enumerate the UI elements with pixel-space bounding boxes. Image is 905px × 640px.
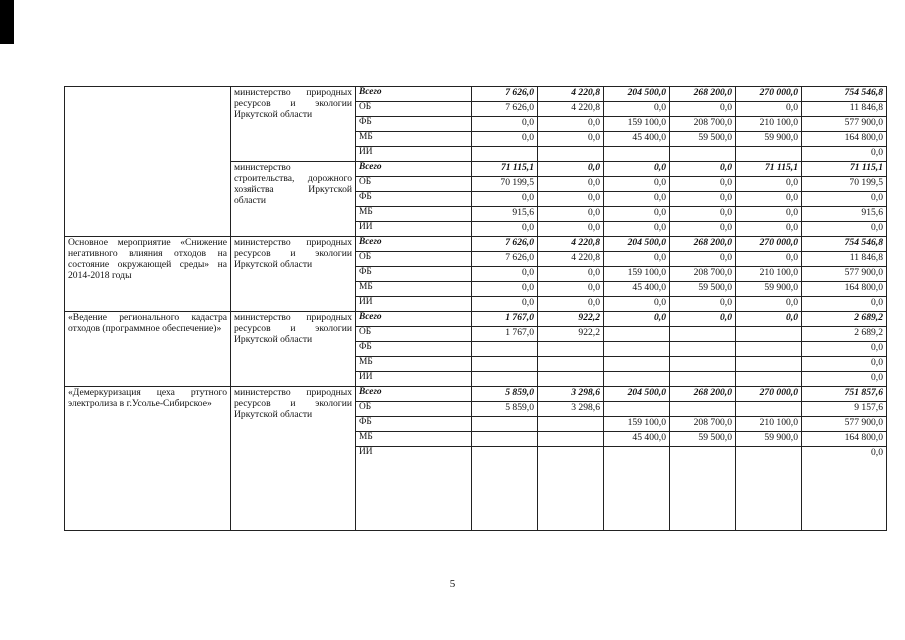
value-cell: 9 157,6 — [802, 402, 887, 417]
page-edge-mark — [0, 0, 14, 44]
value-cell: 210 100,0 — [736, 267, 802, 282]
value-cell — [538, 432, 604, 447]
value-cell: 0,0 — [472, 282, 538, 297]
value-cell — [604, 402, 670, 417]
value-cell: 11 846,8 — [802, 252, 887, 267]
value-cell: 915,6 — [802, 207, 887, 222]
value-cell: 0,0 — [670, 222, 736, 237]
value-cell: 0,0 — [670, 102, 736, 117]
value-cell — [538, 357, 604, 372]
value-cell: 0,0 — [736, 252, 802, 267]
table-row — [65, 387, 887, 402]
value-cell — [538, 372, 604, 387]
source-cell: ФБ — [356, 192, 472, 207]
value-cell: 1 767,0 — [472, 312, 538, 327]
value-cell — [604, 327, 670, 342]
value-cell: 0,0 — [736, 192, 802, 207]
value-cell — [736, 372, 802, 387]
value-cell: 0,0 — [802, 147, 887, 162]
value-cell: 268 200,0 — [670, 237, 736, 252]
value-cell: 0,0 — [472, 132, 538, 147]
value-cell — [670, 402, 736, 417]
source-cell: Всего — [356, 312, 472, 327]
value-cell — [538, 147, 604, 162]
value-cell — [538, 417, 604, 432]
value-cell — [736, 447, 802, 531]
value-cell: 208 700,0 — [670, 267, 736, 282]
value-cell: 270 000,0 — [736, 237, 802, 252]
value-cell — [670, 147, 736, 162]
value-cell: 4 220,8 — [538, 87, 604, 102]
source-cell: ФБ — [356, 417, 472, 432]
value-cell: 7 626,0 — [472, 237, 538, 252]
value-cell — [736, 357, 802, 372]
source-cell: ОБ — [356, 402, 472, 417]
value-cell — [604, 372, 670, 387]
value-cell: 0,0 — [670, 162, 736, 177]
value-cell — [472, 372, 538, 387]
value-cell: 45 400,0 — [604, 282, 670, 297]
value-cell: 0,0 — [604, 297, 670, 312]
value-cell: 754 546,8 — [802, 237, 887, 252]
value-cell: 0,0 — [802, 192, 887, 207]
value-cell — [736, 402, 802, 417]
source-cell: МБ — [356, 207, 472, 222]
value-cell: 0,0 — [736, 207, 802, 222]
value-cell: 2 689,2 — [802, 312, 887, 327]
source-cell: МБ — [356, 282, 472, 297]
value-cell: 5 859,0 — [472, 387, 538, 402]
value-cell: 0,0 — [670, 297, 736, 312]
source-cell: МБ — [356, 132, 472, 147]
value-cell — [472, 417, 538, 432]
executor-cell: министерство природных ресурсов и экологии Иркутской области — [231, 237, 356, 312]
value-cell: 0,0 — [538, 282, 604, 297]
source-cell: ОБ — [356, 327, 472, 342]
value-cell: 0,0 — [670, 312, 736, 327]
value-cell: 204 500,0 — [604, 87, 670, 102]
value-cell — [670, 342, 736, 357]
value-cell — [736, 342, 802, 357]
value-cell: 754 546,8 — [802, 87, 887, 102]
value-cell — [538, 342, 604, 357]
value-cell — [604, 342, 670, 357]
value-cell: 0,0 — [538, 177, 604, 192]
activity-cell: «Ведение регионального кадастра отходов (программное обеспечение)» — [65, 312, 231, 387]
executor-cell: министерство природных ресурсов и экологии Иркутской области — [231, 312, 356, 387]
value-cell: 71 115,1 — [736, 162, 802, 177]
value-cell: 70 199,5 — [472, 177, 538, 192]
budget-table-body — [65, 87, 887, 531]
value-cell — [604, 447, 670, 531]
value-cell: 2 689,2 — [802, 327, 887, 342]
source-cell: ИИ — [356, 447, 472, 531]
value-cell: 0,0 — [472, 297, 538, 312]
table-row — [65, 312, 887, 327]
value-cell: 1 767,0 — [472, 327, 538, 342]
source-cell: ОБ — [356, 102, 472, 117]
value-cell — [670, 327, 736, 342]
value-cell: 0,0 — [538, 132, 604, 147]
value-cell: 0,0 — [472, 267, 538, 282]
value-cell: 71 115,1 — [802, 162, 887, 177]
value-cell: 0,0 — [538, 192, 604, 207]
value-cell — [670, 372, 736, 387]
budget-table — [64, 86, 887, 531]
source-cell: Всего — [356, 387, 472, 402]
value-cell — [670, 357, 736, 372]
value-cell — [472, 357, 538, 372]
value-cell: 0,0 — [736, 222, 802, 237]
value-cell — [538, 447, 604, 531]
source-cell: ИИ — [356, 222, 472, 237]
value-cell: 270 000,0 — [736, 87, 802, 102]
value-cell: 208 700,0 — [670, 117, 736, 132]
value-cell: 0,0 — [736, 177, 802, 192]
value-cell: 0,0 — [604, 162, 670, 177]
source-cell: Всего — [356, 162, 472, 177]
value-cell: 0,0 — [736, 102, 802, 117]
value-cell: 0,0 — [538, 207, 604, 222]
value-cell: 204 500,0 — [604, 387, 670, 402]
value-cell: 0,0 — [802, 357, 887, 372]
source-cell: МБ — [356, 357, 472, 372]
value-cell: 7 626,0 — [472, 102, 538, 117]
value-cell: 45 400,0 — [604, 132, 670, 147]
value-cell: 0,0 — [604, 252, 670, 267]
value-cell: 0,0 — [538, 117, 604, 132]
value-cell: 0,0 — [604, 102, 670, 117]
value-cell: 0,0 — [670, 252, 736, 267]
value-cell: 0,0 — [802, 222, 887, 237]
value-cell: 164 800,0 — [802, 282, 887, 297]
activity-cell — [65, 87, 231, 237]
value-cell: 0,0 — [736, 297, 802, 312]
value-cell: 0,0 — [736, 312, 802, 327]
value-cell: 70 199,5 — [802, 177, 887, 192]
value-cell: 3 298,6 — [538, 387, 604, 402]
executor-cell: министерство природных ресурсов и экологии Иркутской области — [231, 387, 356, 531]
value-cell: 7 626,0 — [472, 87, 538, 102]
value-cell: 159 100,0 — [604, 267, 670, 282]
value-cell: 59 500,0 — [670, 282, 736, 297]
source-cell: Всего — [356, 237, 472, 252]
value-cell: 915,6 — [472, 207, 538, 222]
value-cell: 922,2 — [538, 312, 604, 327]
value-cell: 0,0 — [538, 222, 604, 237]
value-cell: 0,0 — [802, 342, 887, 357]
table-row — [65, 237, 887, 252]
value-cell: 0,0 — [538, 297, 604, 312]
value-cell: 0,0 — [538, 162, 604, 177]
value-cell: 0,0 — [670, 192, 736, 207]
value-cell: 0,0 — [802, 297, 887, 312]
value-cell — [472, 342, 538, 357]
value-cell: 270 000,0 — [736, 387, 802, 402]
value-cell: 3 298,6 — [538, 402, 604, 417]
value-cell: 0,0 — [802, 447, 887, 531]
source-cell: ИИ — [356, 147, 472, 162]
value-cell: 204 500,0 — [604, 237, 670, 252]
value-cell: 208 700,0 — [670, 417, 736, 432]
value-cell: 45 400,0 — [604, 432, 670, 447]
value-cell: 268 200,0 — [670, 87, 736, 102]
source-cell: ОБ — [356, 252, 472, 267]
value-cell: 4 220,8 — [538, 237, 604, 252]
value-cell: 4 220,8 — [538, 102, 604, 117]
value-cell: 0,0 — [472, 222, 538, 237]
value-cell: 7 626,0 — [472, 252, 538, 267]
value-cell: 268 200,0 — [670, 387, 736, 402]
value-cell: 922,2 — [538, 327, 604, 342]
executor-cell: министерство природных ресурсов и экологии Иркутской области — [231, 87, 356, 162]
value-cell: 71 115,1 — [472, 162, 538, 177]
value-cell: 0,0 — [604, 312, 670, 327]
value-cell: 4 220,8 — [538, 252, 604, 267]
table-row — [65, 87, 887, 102]
value-cell: 0,0 — [604, 192, 670, 207]
value-cell: 0,0 — [604, 222, 670, 237]
value-cell: 0,0 — [472, 117, 538, 132]
executor-cell: министерство строительства, дорожного хозяйства Иркутской области — [231, 162, 356, 237]
value-cell — [604, 147, 670, 162]
value-cell: 0,0 — [802, 372, 887, 387]
activity-cell: Основное мероприятие «Снижение негативного влияния отходов на состояние окружающей среды» на 2014-2018 годы — [65, 237, 231, 312]
value-cell — [670, 447, 736, 531]
value-cell: 0,0 — [472, 192, 538, 207]
value-cell: 210 100,0 — [736, 117, 802, 132]
value-cell — [472, 447, 538, 531]
page-number: 5 — [449, 578, 456, 590]
value-cell — [736, 147, 802, 162]
value-cell: 59 900,0 — [736, 282, 802, 297]
source-cell: ИИ — [356, 372, 472, 387]
value-cell — [736, 327, 802, 342]
value-cell: 11 846,8 — [802, 102, 887, 117]
value-cell: 164 800,0 — [802, 132, 887, 147]
value-cell: 59 900,0 — [736, 432, 802, 447]
source-cell: МБ — [356, 432, 472, 447]
value-cell: 0,0 — [604, 207, 670, 222]
source-cell: ИИ — [356, 297, 472, 312]
value-cell: 577 900,0 — [802, 417, 887, 432]
value-cell: 0,0 — [670, 207, 736, 222]
value-cell: 0,0 — [670, 177, 736, 192]
value-cell: 577 900,0 — [802, 267, 887, 282]
value-cell: 164 800,0 — [802, 432, 887, 447]
value-cell — [604, 357, 670, 372]
activity-cell: «Демеркуризация цеха ртутного электролиза в г.Усолье-Сибирское» — [65, 387, 231, 531]
source-cell: ФБ — [356, 342, 472, 357]
value-cell — [472, 432, 538, 447]
value-cell — [472, 147, 538, 162]
value-cell: 210 100,0 — [736, 417, 802, 432]
source-cell: ФБ — [356, 267, 472, 282]
value-cell: 159 100,0 — [604, 417, 670, 432]
value-cell: 577 900,0 — [802, 117, 887, 132]
value-cell: 0,0 — [604, 177, 670, 192]
source-cell: ФБ — [356, 117, 472, 132]
value-cell: 59 900,0 — [736, 132, 802, 147]
value-cell: 159 100,0 — [604, 117, 670, 132]
source-cell: Всего — [356, 87, 472, 102]
source-cell: ОБ — [356, 177, 472, 192]
value-cell: 751 857,6 — [802, 387, 887, 402]
value-cell: 5 859,0 — [472, 402, 538, 417]
value-cell: 59 500,0 — [670, 432, 736, 447]
value-cell: 0,0 — [538, 267, 604, 282]
value-cell: 59 500,0 — [670, 132, 736, 147]
